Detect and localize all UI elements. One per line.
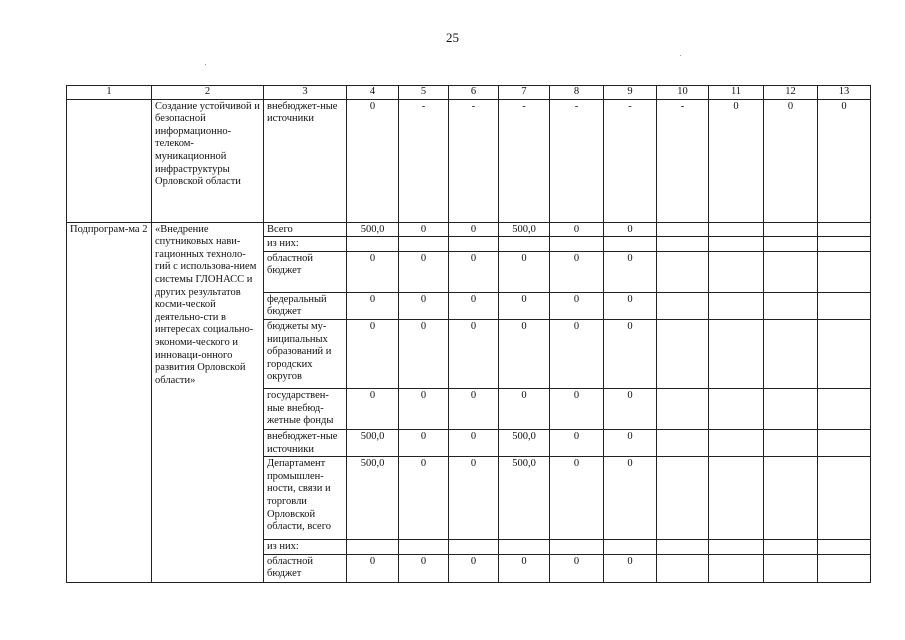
scan-speck: [680, 55, 681, 56]
value-cell: [657, 251, 709, 292]
header-cell: 13: [818, 86, 871, 100]
value-cell: [818, 554, 871, 582]
value-cell: 500,0: [499, 457, 550, 540]
value-cell: [818, 429, 871, 456]
value-cell: 0: [347, 99, 399, 222]
value-cell: 0: [499, 554, 550, 582]
value-cell: [764, 222, 818, 237]
value-cell: [818, 251, 871, 292]
value-cell: 0: [399, 222, 449, 237]
value-cell: -: [550, 99, 604, 222]
funding-source: областной бюджет: [264, 251, 347, 292]
value-cell: [818, 457, 871, 540]
header-cell: 7: [499, 86, 550, 100]
funding-source: бюджеты му-ниципальных образований и городских округов: [264, 319, 347, 388]
value-cell: [818, 222, 871, 237]
value-cell: 0: [550, 292, 604, 319]
value-cell: 0: [550, 457, 604, 540]
value-cell: [657, 292, 709, 319]
value-cell: [818, 292, 871, 319]
header-cell: 2: [152, 86, 264, 100]
funding-source: из них:: [264, 540, 347, 555]
value-cell: [604, 540, 657, 555]
value-cell: 0: [347, 388, 399, 429]
value-cell: 0: [399, 319, 449, 388]
value-cell: 500,0: [347, 222, 399, 237]
value-cell: [764, 457, 818, 540]
value-cell: [709, 540, 764, 555]
value-cell: [499, 237, 550, 252]
subprogram-name: «Внедрение спутниковых нави-гационных техноло-гий с использова-нием системы ГЛОНАСС и других результатов косми-ческой деятельно-сти в интересах социально-экономи-ческого и инноваци-онного развития Орловской области»: [152, 222, 264, 582]
value-cell: [347, 540, 399, 555]
value-cell: -: [399, 99, 449, 222]
value-cell: [709, 429, 764, 456]
value-cell: 0: [449, 388, 499, 429]
funding-source: из них:: [264, 237, 347, 252]
value-cell: [657, 222, 709, 237]
value-cell: 0: [399, 554, 449, 582]
value-cell: [657, 540, 709, 555]
value-cell: 0: [399, 388, 449, 429]
value-cell: [604, 237, 657, 252]
value-cell: 0: [550, 429, 604, 456]
scan-speck: [205, 64, 206, 65]
funding-source: государствен-ные внебюд-жетные фонды: [264, 388, 347, 429]
value-cell: 500,0: [499, 222, 550, 237]
value-cell: 0: [449, 429, 499, 456]
value-cell: [764, 292, 818, 319]
funding-source: внебюджет-ные источники: [264, 429, 347, 456]
value-cell: [818, 319, 871, 388]
value-cell: [399, 237, 449, 252]
header-cell: 6: [449, 86, 499, 100]
value-cell: 0: [449, 319, 499, 388]
value-cell: 0: [550, 554, 604, 582]
value-cell: [764, 429, 818, 456]
value-cell: 0: [764, 99, 818, 222]
row-label-cell: [67, 99, 152, 222]
funding-source: внебюджет-ные источники: [264, 99, 347, 222]
value-cell: 0: [399, 251, 449, 292]
value-cell: [499, 540, 550, 555]
value-cell: 0: [449, 554, 499, 582]
value-cell: [709, 292, 764, 319]
value-cell: 0: [604, 292, 657, 319]
value-cell: [550, 540, 604, 555]
value-cell: 0: [399, 457, 449, 540]
value-cell: 0: [347, 251, 399, 292]
value-cell: [449, 540, 499, 555]
value-cell: [657, 388, 709, 429]
header-cell: 8: [550, 86, 604, 100]
page-number: 25: [446, 30, 459, 45]
value-cell: [657, 554, 709, 582]
header-cell: 10: [657, 86, 709, 100]
value-cell: [449, 237, 499, 252]
value-cell: 0: [499, 251, 550, 292]
value-cell: 0: [604, 554, 657, 582]
value-cell: 0: [550, 388, 604, 429]
value-cell: 0: [604, 222, 657, 237]
table-row: [67, 99, 871, 222]
value-cell: 0: [604, 457, 657, 540]
value-cell: 0: [399, 292, 449, 319]
value-cell: [764, 237, 818, 252]
value-cell: [347, 237, 399, 252]
value-cell: 0: [449, 457, 499, 540]
value-cell: 0: [604, 388, 657, 429]
value-cell: [709, 251, 764, 292]
value-cell: 0: [399, 429, 449, 456]
value-cell: 0: [709, 99, 764, 222]
value-cell: [657, 319, 709, 388]
funding-source: Всего: [264, 222, 347, 237]
subprogram-label: Подпрограм-ма 2: [67, 222, 152, 582]
funding-source: Департамент промышлен-ности, связи и торговли Орловской области, всего: [264, 457, 347, 540]
value-cell: 0: [347, 319, 399, 388]
value-cell: 0: [499, 319, 550, 388]
value-cell: 0: [347, 554, 399, 582]
value-cell: [764, 319, 818, 388]
header-cell: 11: [709, 86, 764, 100]
value-cell: [709, 237, 764, 252]
value-cell: [764, 251, 818, 292]
value-cell: [399, 540, 449, 555]
value-cell: 0: [604, 429, 657, 456]
value-cell: [657, 457, 709, 540]
value-cell: [550, 237, 604, 252]
funding-source: федеральный бюджет: [264, 292, 347, 319]
value-cell: [709, 319, 764, 388]
header-cell: 12: [764, 86, 818, 100]
budget-table: [66, 85, 871, 583]
value-cell: 0: [449, 292, 499, 319]
value-cell: [657, 429, 709, 456]
value-cell: 500,0: [347, 457, 399, 540]
value-cell: [764, 554, 818, 582]
table-row: [67, 222, 871, 237]
value-cell: [818, 388, 871, 429]
value-cell: 0: [550, 319, 604, 388]
value-cell: [764, 388, 818, 429]
value-cell: 0: [604, 319, 657, 388]
value-cell: -: [604, 99, 657, 222]
value-cell: -: [499, 99, 550, 222]
value-cell: [709, 388, 764, 429]
value-cell: 0: [818, 99, 871, 222]
value-cell: [657, 237, 709, 252]
value-cell: 0: [499, 388, 550, 429]
value-cell: 0: [550, 251, 604, 292]
value-cell: -: [449, 99, 499, 222]
header-row: [67, 86, 871, 100]
value-cell: 0: [550, 222, 604, 237]
value-cell: 0: [449, 251, 499, 292]
value-cell: [818, 237, 871, 252]
value-cell: 0: [347, 292, 399, 319]
value-cell: -: [657, 99, 709, 222]
header-cell: 5: [399, 86, 449, 100]
header-cell: 9: [604, 86, 657, 100]
value-cell: 500,0: [347, 429, 399, 456]
value-cell: 500,0: [499, 429, 550, 456]
header-cell: 3: [264, 86, 347, 100]
header-cell: 4: [347, 86, 399, 100]
activity-name: Создание устойчивой и безопасной информационно-телеком-муникационной инфраструктуры Орловской области: [152, 99, 264, 222]
value-cell: 0: [604, 251, 657, 292]
funding-source: областной бюджет: [264, 554, 347, 582]
value-cell: [764, 540, 818, 555]
value-cell: [709, 222, 764, 237]
header-cell: 1: [67, 86, 152, 100]
value-cell: [709, 457, 764, 540]
value-cell: [709, 554, 764, 582]
value-cell: 0: [499, 292, 550, 319]
value-cell: 0: [449, 222, 499, 237]
value-cell: [818, 540, 871, 555]
